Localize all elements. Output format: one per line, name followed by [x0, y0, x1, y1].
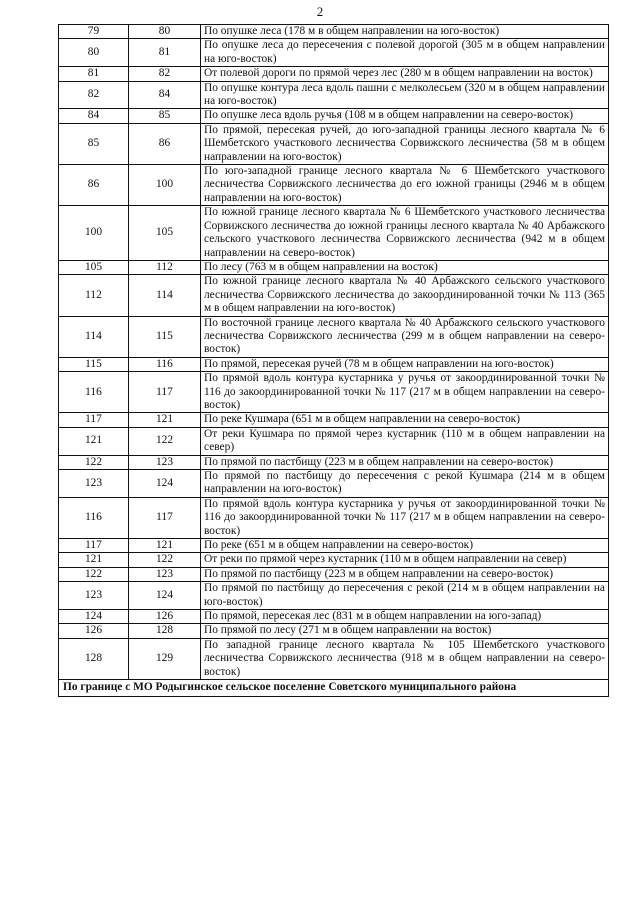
table-row: [59, 165, 609, 206]
point-from-cell: 121: [59, 553, 129, 567]
section-footer-text: По границе с МО Родыгинское сельское поселение Советского муниципального района: [59, 680, 609, 696]
point-to-cell: 105: [129, 206, 201, 261]
point-from-cell: 85: [59, 123, 129, 164]
boundary-description-cell: По юго-западной границе лесного квартала № 6 Шембетского участкового лесничества Сорвижского лесничества до его южной границы (2946 м в общем направлении на юго-восток): [201, 165, 609, 206]
table-row: [59, 539, 609, 553]
point-from-cell: 121: [59, 427, 129, 455]
point-from-cell: 112: [59, 275, 129, 316]
boundary-description-cell: От реки Кушмара по прямой через кустарник (110 м в общем направлении на север): [201, 427, 609, 455]
point-to-cell: 115: [129, 316, 201, 357]
table-row: [59, 553, 609, 567]
point-to-cell: 123: [129, 567, 201, 581]
table-row: [59, 206, 609, 261]
point-from-cell: 105: [59, 260, 129, 274]
point-from-cell: 84: [59, 109, 129, 123]
point-to-cell: 114: [129, 275, 201, 316]
boundary-description-cell: По восточной границе лесного квартала № 40 Арбажского сельского участкового лесничества Сорвижского лесничества (299 м в общем направлении на северо-восток): [201, 316, 609, 357]
boundary-description-cell: По прямой вдоль контура кустарника у ручья от закоординированной точки № 116 до закоординированной точки № 117 (217 м в общем направлении на северо-восток): [201, 497, 609, 538]
table-row: [59, 638, 609, 679]
boundary-description-cell: По прямой, пересекая ручей (78 м в общем направлении на юго-восток): [201, 357, 609, 371]
boundary-description-cell: По южной границе лесного квартала № 6 Шембетского участкового лесничества Сорвижского лесничества до южной границы лесного квартала № 40 Арбажского сельского участкового лесничества Сорвижского лесничества (942 м в общем направлении на северо-восток): [201, 206, 609, 261]
boundary-description-cell: По прямой, пересекая лес (831 м в общем направлении на юго-запад): [201, 610, 609, 624]
boundary-description-cell: По реке Кушмара (651 м в общем направлении на северо-восток): [201, 413, 609, 427]
table-body: [59, 25, 609, 697]
table-row: [59, 470, 609, 498]
point-to-cell: 121: [129, 539, 201, 553]
point-from-cell: 126: [59, 624, 129, 638]
point-to-cell: 81: [129, 39, 201, 67]
point-to-cell: 84: [129, 81, 201, 109]
point-from-cell: 81: [59, 67, 129, 81]
point-from-cell: 115: [59, 357, 129, 371]
table-row: [59, 39, 609, 67]
point-from-cell: 124: [59, 610, 129, 624]
point-from-cell: 116: [59, 497, 129, 538]
boundary-description-cell: По опушке контура леса вдоль пашни с мелколесьем (320 м в общем направлении на юго-восток): [201, 81, 609, 109]
point-to-cell: 112: [129, 260, 201, 274]
point-to-cell: 80: [129, 25, 201, 39]
point-to-cell: 128: [129, 624, 201, 638]
table-row: [59, 582, 609, 610]
point-from-cell: 116: [59, 372, 129, 413]
point-to-cell: 129: [129, 638, 201, 679]
point-from-cell: 117: [59, 539, 129, 553]
table-row: [59, 67, 609, 81]
point-from-cell: 79: [59, 25, 129, 39]
table-row: [59, 497, 609, 538]
point-from-cell: 114: [59, 316, 129, 357]
point-to-cell: 116: [129, 357, 201, 371]
boundary-description-cell: По прямой по лесу (271 м в общем направлении на восток): [201, 624, 609, 638]
point-to-cell: 126: [129, 610, 201, 624]
point-to-cell: 82: [129, 67, 201, 81]
point-from-cell: 82: [59, 81, 129, 109]
boundary-description-cell: По южной границе лесного квартала № 40 Арбажского сельского участкового лесничества Сорвижского лесничества до закоординированной точки № 113 (365 м в общем направлении на юго-восток): [201, 275, 609, 316]
boundary-description-cell: По опушке леса (178 м в общем направлении на юго-восток): [201, 25, 609, 39]
table-row: [59, 260, 609, 274]
page-number: 2: [316, 4, 324, 19]
point-to-cell: 124: [129, 470, 201, 498]
boundary-description-cell: От полевой дороги по прямой через лес (280 м в общем направлении на восток): [201, 67, 609, 81]
table-row: [59, 624, 609, 638]
boundary-description-cell: По прямой по пастбищу (223 м в общем направлении на северо-восток): [201, 455, 609, 469]
boundary-description-cell: По опушке леса вдоль ручья (108 м в общем направлении на северо-восток): [201, 109, 609, 123]
boundary-description-cell: По прямой по пастбищу (223 м в общем направлении на северо-восток): [201, 567, 609, 581]
point-from-cell: 80: [59, 39, 129, 67]
table-row: [59, 455, 609, 469]
point-to-cell: 122: [129, 427, 201, 455]
boundary-description-cell: По реке (651 м в общем направлении на северо-восток): [201, 539, 609, 553]
boundary-description-table: [58, 24, 609, 697]
point-from-cell: 122: [59, 567, 129, 581]
point-from-cell: 122: [59, 455, 129, 469]
point-from-cell: 123: [59, 582, 129, 610]
table-row: [59, 567, 609, 581]
point-from-cell: 100: [59, 206, 129, 261]
boundary-description-cell: По западной границе лесного квартала № 105 Шембетского участкового лесничества Сорвижского лесничества (918 м в общем направлении на северо-восток): [201, 638, 609, 679]
point-to-cell: 100: [129, 165, 201, 206]
point-from-cell: 86: [59, 165, 129, 206]
point-from-cell: 117: [59, 413, 129, 427]
point-to-cell: 117: [129, 497, 201, 538]
point-from-cell: 123: [59, 470, 129, 498]
boundary-description-cell: От реки по прямой через кустарник (110 м в общем направлении на север): [201, 553, 609, 567]
point-to-cell: 117: [129, 372, 201, 413]
table-row: [59, 109, 609, 123]
point-from-cell: 128: [59, 638, 129, 679]
table-row: [59, 275, 609, 316]
table-row: [59, 372, 609, 413]
table-row: [59, 427, 609, 455]
table-row: [59, 81, 609, 109]
point-to-cell: 121: [129, 413, 201, 427]
table-footer-row: [59, 680, 609, 696]
boundary-description-cell: По прямой по пастбищу до пересечения с рекой (214 м в общем направлении на юго-восток): [201, 582, 609, 610]
point-to-cell: 124: [129, 582, 201, 610]
point-to-cell: 86: [129, 123, 201, 164]
point-to-cell: 85: [129, 109, 201, 123]
boundary-description-cell: По прямой по пастбищу до пересечения с рекой Кушмара (214 м в общем направлении на юго-восток): [201, 470, 609, 498]
point-to-cell: 122: [129, 553, 201, 567]
boundary-description-cell: По лесу (763 м в общем направлении на восток): [201, 260, 609, 274]
table-row: [59, 123, 609, 164]
table-row: [59, 357, 609, 371]
boundary-description-cell: По прямой, пересекая ручей, до юго-западной границы лесного квартала № 6 Шембетского участкового лесничества Сорвижского лесничества (58 м в общем направлении на юго-восток): [201, 123, 609, 164]
table-row: [59, 413, 609, 427]
boundary-description-cell: По прямой вдоль контура кустарника у ручья от закоординированной точки № 116 до закоординированной точки № 117 (217 м в общем направлении на северо-восток): [201, 372, 609, 413]
table-row: [59, 25, 609, 39]
point-to-cell: 123: [129, 455, 201, 469]
table-row: [59, 610, 609, 624]
table-row: [59, 316, 609, 357]
boundary-description-cell: По опушке леса до пересечения с полевой дорогой (305 м в общем направлении на юго-восток): [201, 39, 609, 67]
